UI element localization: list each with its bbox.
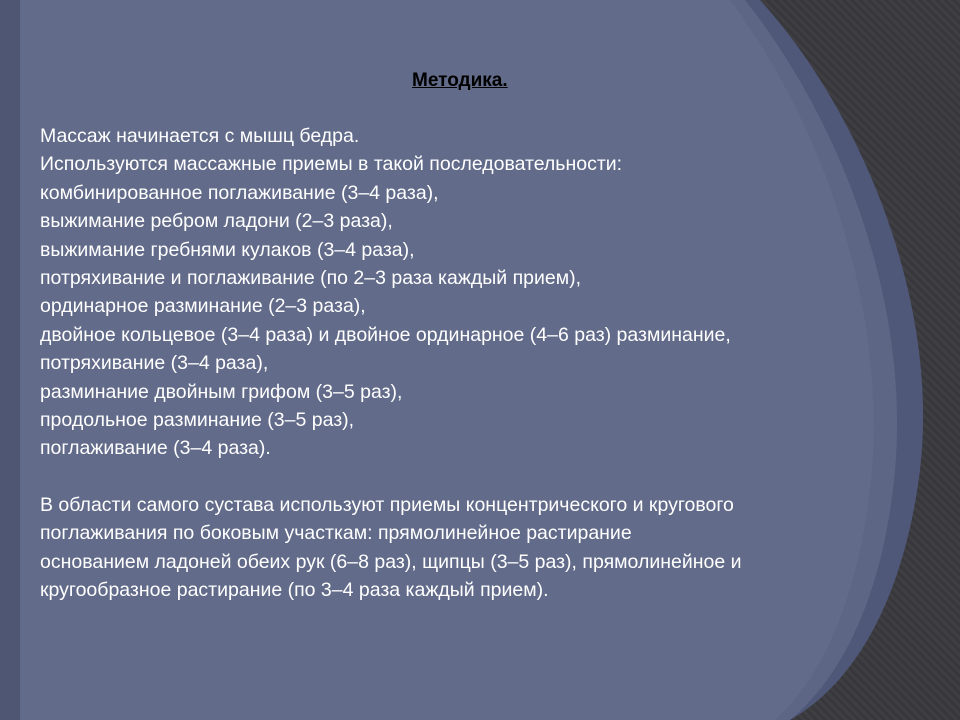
paragraph2-line: кругообразное растирание (по 3–4 раза каждый прием). bbox=[40, 579, 549, 602]
body-line: разминание двойным грифом (3–5 раз), bbox=[40, 380, 403, 403]
body-line: выжимание гребнями кулаков (3–4 раза), bbox=[40, 238, 415, 261]
body-line: продольное разминание (3–5 раз), bbox=[40, 409, 355, 432]
body-line: выжимание ребром ладони (2–3 раза), bbox=[40, 210, 393, 233]
paragraph2-line: поглаживания по боковым участкам: прямолинейное растирание bbox=[40, 522, 632, 545]
slide-body bbox=[40, 122, 920, 605]
body-line: Массаж начинается с мышц бедра. bbox=[40, 125, 360, 147]
body-line: ординарное разминание (2–3 раза), bbox=[40, 295, 366, 318]
body-line: двойное кольцевое (3–4 раза) и двойное ординарное (4–6 раз) разминание, bbox=[40, 323, 731, 346]
body-line: Используются массажные приемы в такой последовательности: bbox=[40, 153, 623, 176]
paragraph2-line: основанием ладоней обеих рук (6–8 раз), щипцы (3–5 раз), прямолинейное и bbox=[40, 550, 742, 573]
paragraph-gap bbox=[40, 463, 920, 491]
body-line: потряхивание и поглаживание (по 2–3 раза каждый прием), bbox=[40, 267, 582, 290]
body-line: комбинированное поглаживание (3–4 раза), bbox=[40, 181, 439, 204]
body-line: поглаживание (3–4 раза). bbox=[40, 437, 271, 460]
paragraph2-line: В области самого сустава используют приемы концентрического и кругового bbox=[40, 493, 734, 516]
slide-title: Методика. bbox=[412, 70, 508, 91]
body-line: потряхивание (3–4 раза), bbox=[40, 352, 269, 375]
